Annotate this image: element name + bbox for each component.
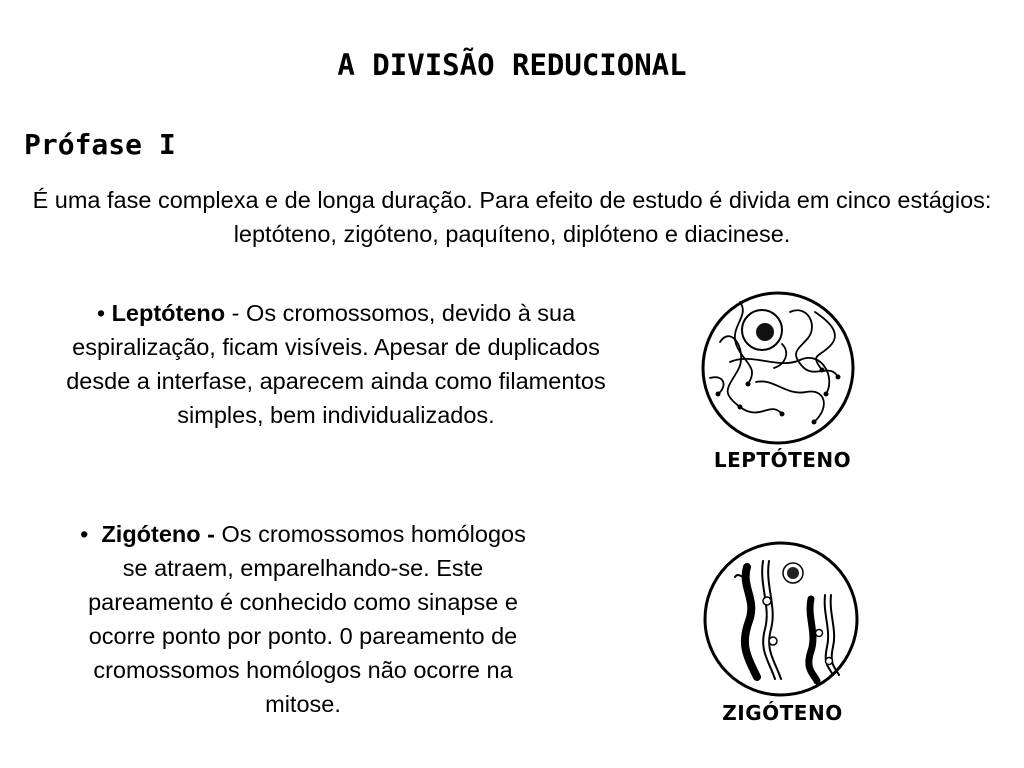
bullet-item-leptoteno xyxy=(62,296,610,432)
page-title: A DIVISÃO REDUCIONAL xyxy=(337,48,687,82)
zigoteno-illustration xyxy=(695,537,870,702)
description-zigoteno: Os cromossomos homólogos se atraem, emparelhando-se. Este pareamento é conhecido como sinapse e ocorre ponto por ponto. 0 pareamento de cromossomos homólogos não ocorre na mitose. xyxy=(88,521,526,717)
bullet-marker: • xyxy=(80,521,89,547)
bullet-item-zigoteno xyxy=(66,517,540,721)
figure-label-leptoteno: LEPTÓTENO xyxy=(713,448,852,472)
term-zigoteno: Zigóteno - xyxy=(101,521,215,547)
term-leptoteno: Leptóteno xyxy=(111,300,226,326)
bullet-marker: • xyxy=(96,300,106,326)
section-heading: Prófase I xyxy=(24,128,176,161)
intro-paragraph: É uma fase complexa e de longa duração. Para efeito de estudo é divida em cinco estágios: leptóteno, zigóteno, paquíteno, diplóteno e diacinese. xyxy=(32,187,992,247)
description-leptoteno: - Os cromossomos, devido à sua espiralização, ficam visíveis. Apesar de duplicados desde a interfase, aparecem ainda como filamentos simples, bem individualizados. xyxy=(66,300,606,428)
figure-label-zigoteno: ZIGÓTENO xyxy=(722,701,843,725)
leptoteno-illustration xyxy=(690,282,875,447)
leptoteno-figure xyxy=(690,282,875,472)
zigoteno-figure xyxy=(695,537,870,727)
